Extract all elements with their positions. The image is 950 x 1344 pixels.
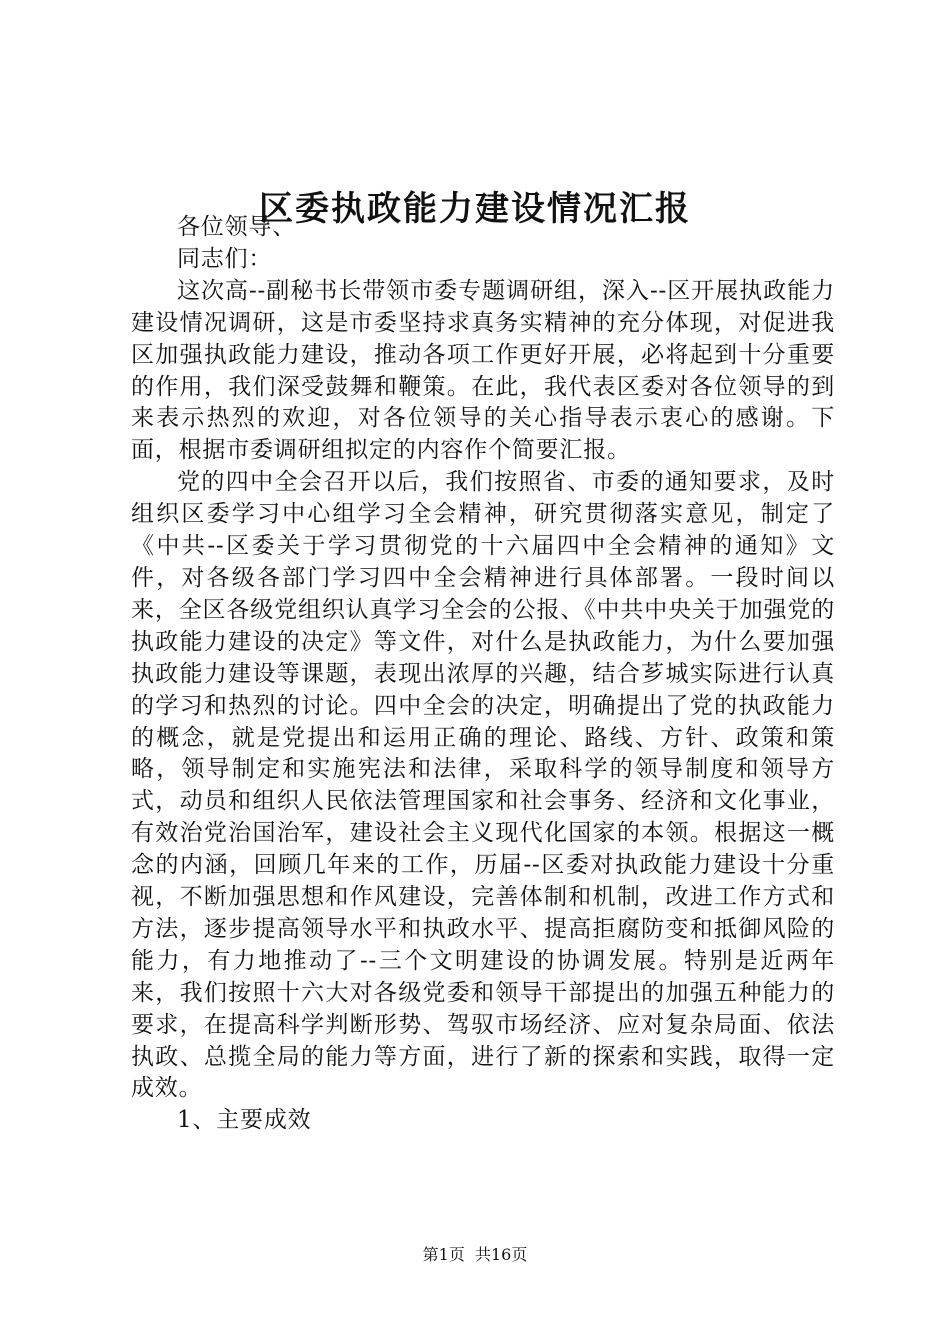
salutation-comrades: 同志们： [177,245,273,272]
paragraph-introduction: 这次高--副秘书长带领市委专题调研组，深入--区开展执政能力建设情况调研，这是市委坚持求真务实精神的充分体现，对促进我区加强执政能力建设，推动各项工作更好开展，必将起到十分重要的作用，我们深受鼓舞和鞭策。在此，我代表区委对各位领导的到来表示热烈的欢迎，对各位领导的关心指导表示衷心的感谢。下面，根据市委调研组拟定的内容作个简要汇报。 [131,277,835,464]
document-title: 区委执政能力建设情况汇报 [259,189,691,229]
salutation-leaders: 各位领导、 [177,214,296,240]
document-body [131,212,835,1137]
paragraph-fourth-plenary: 党的四中全会召开以后，我们按照省、市委的通知要求，及时组织区委学习中心组学习全会精神，研究贯彻落实意见，制定了《中共--区委关于学习贯彻党的十六届四中全会精神的通知》文件，对各级各部门学习四中全会精神进行具体部署。一段时间以来，全区各级党组织认真学习全会的公报、《中共中央关于加强党的执政能力建设的决定》等文件，对什么是执政能力，为什么要加强执政能力建设等课题，表现出浓厚的兴趣，结合芗城实际进行认真的学习和热烈的讨论。四中全会的决定，明确提出了党的执政能力的概念，就是党提出和运用正确的理论、路线、方针、政策和策略，领导制定和实施宪法和法律，采取科学的领导制度和领导方式，动员和组织人民依法管理国家和社会事务、经济和文化事业，有效治党治国治军，建设社会主义现代化国家的本领。根据这一概念的内涵，回顾几年来的工作，历届--区委对执政能力建设十分重视，不断加强思想和作风建设，完善体制和机制，改进工作方式和方法，逐步提高领导水平和执政水平、提高拒腐防变和抵御风险的能力，有力地推动了--三个文明建设的协调发展。特别是近两年来，我们按照十六大对各级党委和领导干部提出的加强五种能力的要求，在提高科学判断形势、驾驭市场经济、应对复杂局面、依法执政、总揽全局的能力等方面，进行了新的探索和实践，取得一定成效。 [131,469,835,1102]
page-number-footer: 第1页 共16页 [422,1245,528,1264]
section-heading-main-results: 1、主要成效 [177,1107,312,1134]
